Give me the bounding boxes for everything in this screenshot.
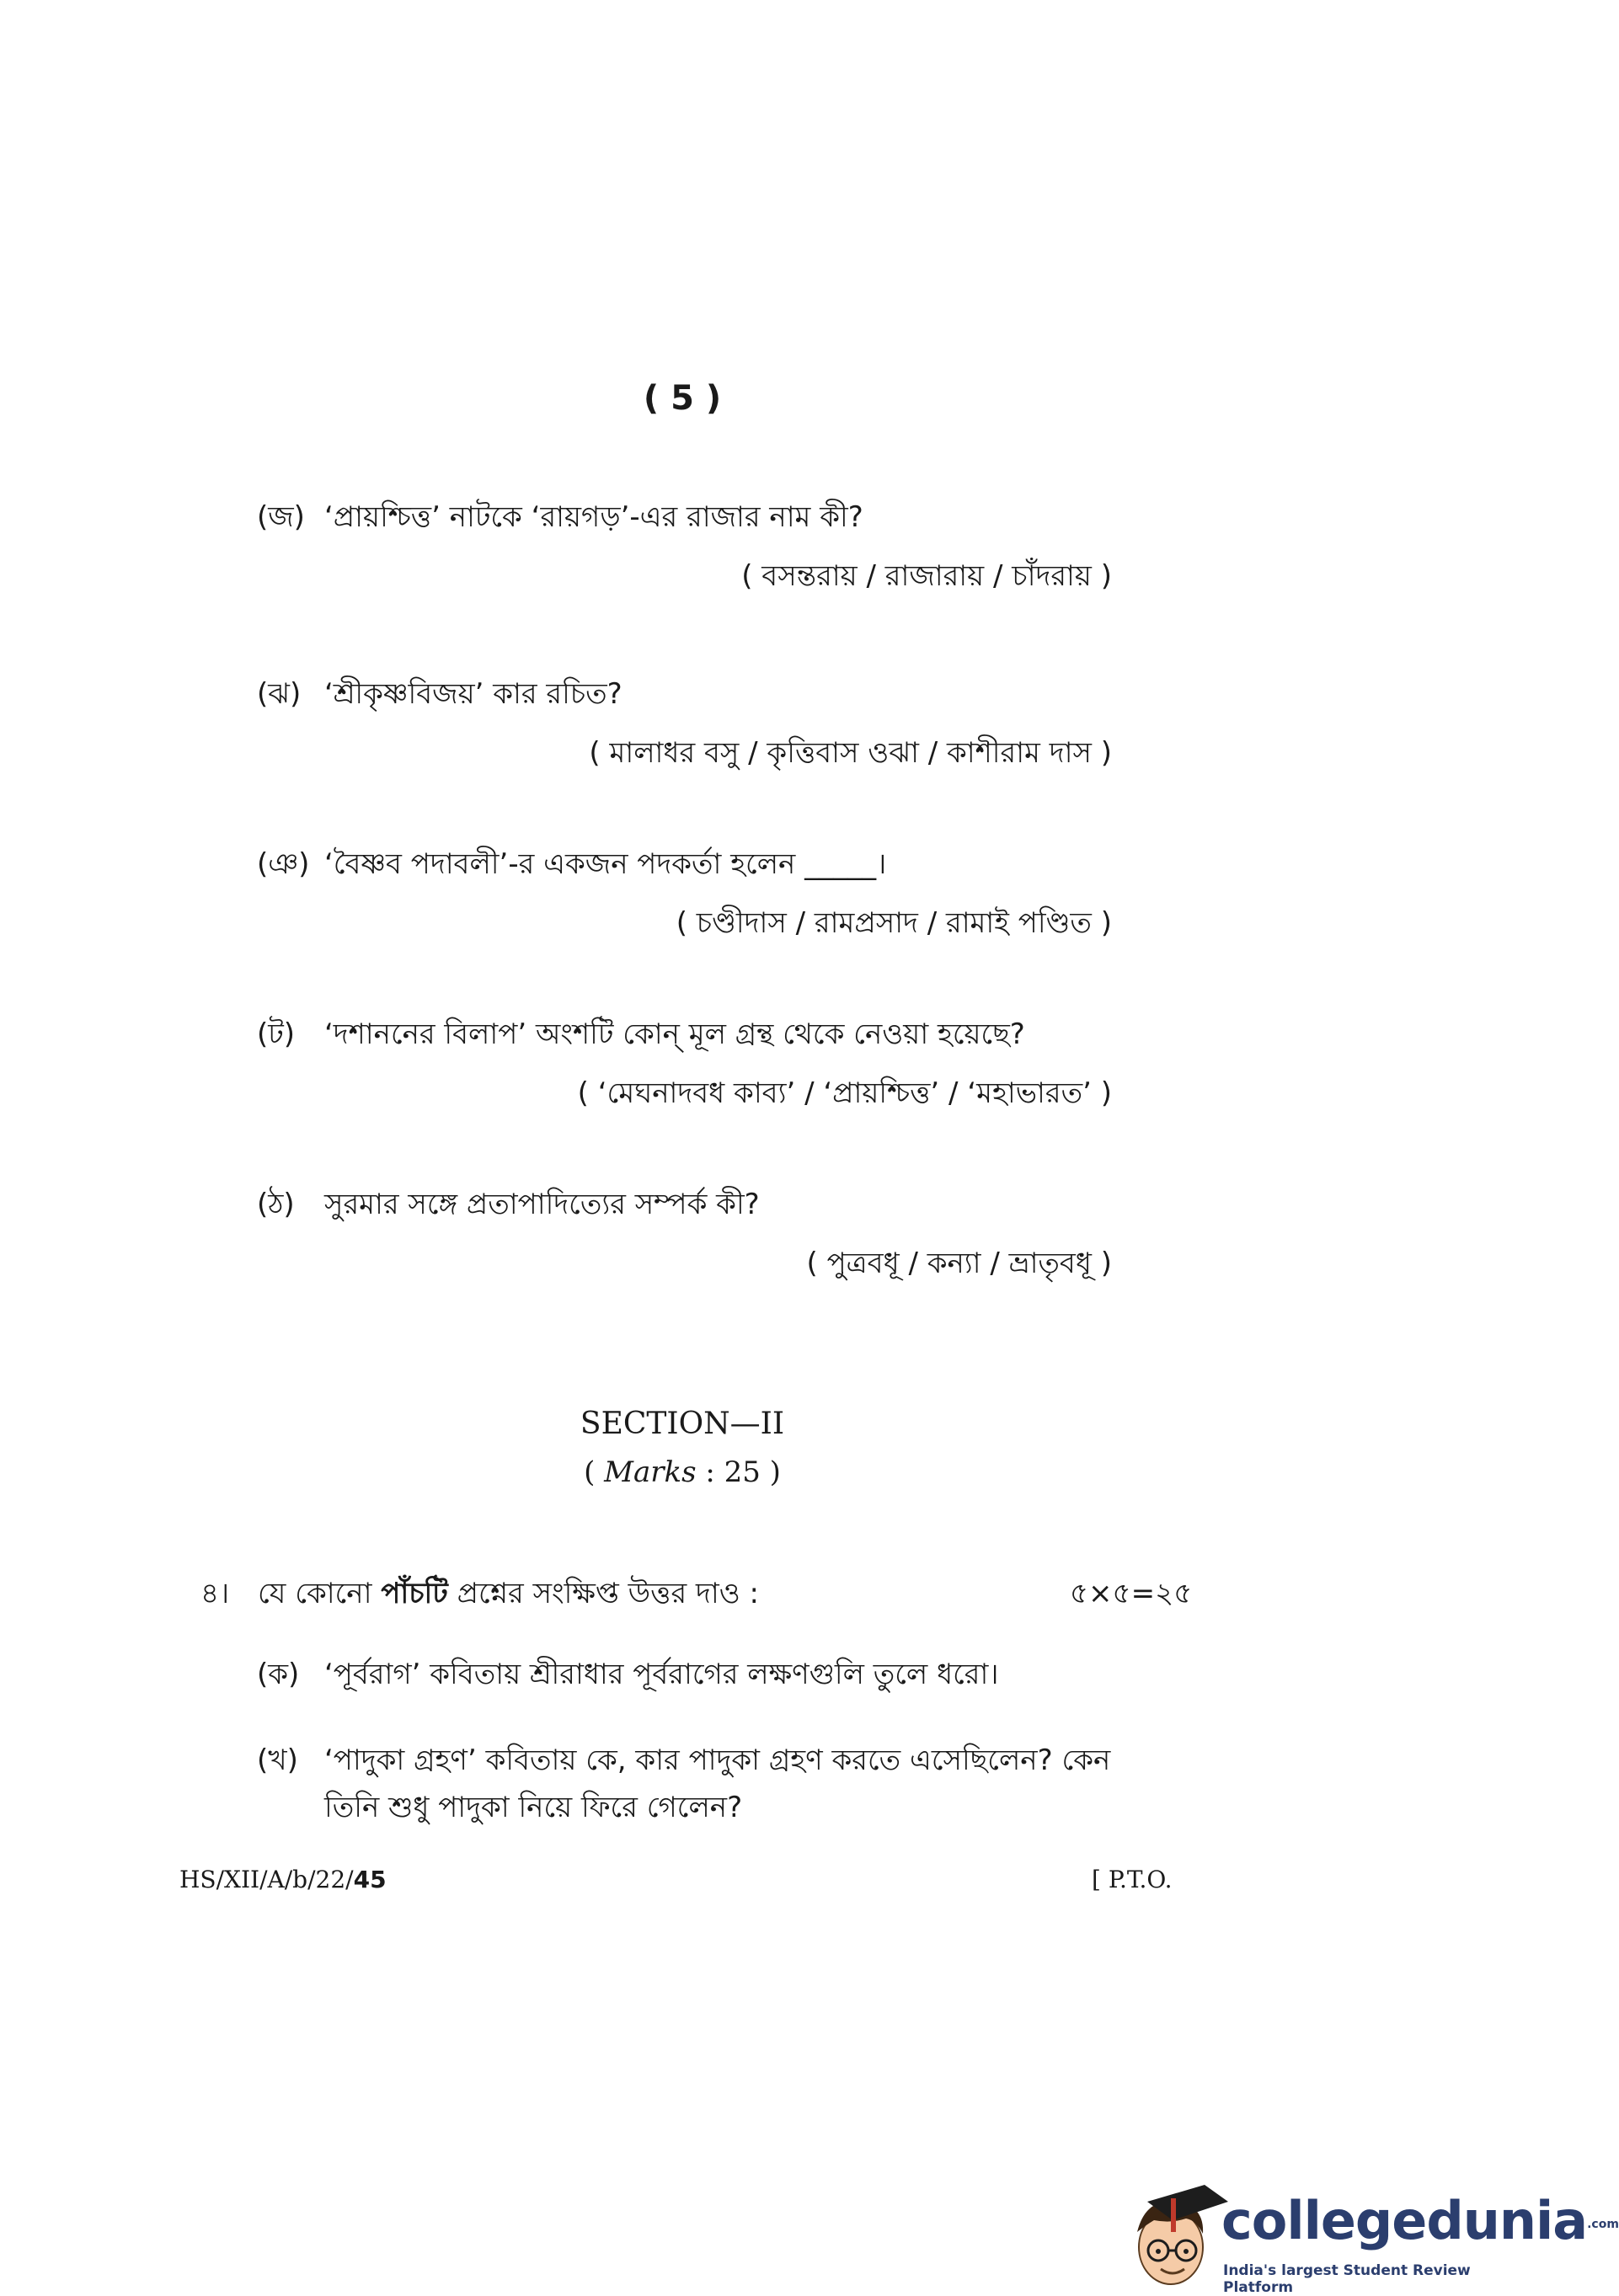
question-4-text-post: প্রশ্নের সংক্ষিপ্ত উত্তর দাও : [447, 1577, 760, 1610]
subquestion-label: (ক) [257, 1658, 300, 1691]
question-4-marks: ৫×৫=২৫ [1070, 1577, 1193, 1610]
marks-open: ( [584, 1455, 605, 1489]
question-tha [257, 1183, 760, 1231]
question-text: ‘দশাননের বিলাপ’ অংশটি কোন্ মূল গ্রন্থ থেকে নেওয়া হয়েছে? [324, 1017, 1025, 1051]
subquestion-ka [257, 1653, 999, 1701]
subquestion-kha [257, 1738, 1110, 1786]
subquestion-kha-line2: তিনি শুধু পাদুকা নিয়ে ফিরে গেলেন? [324, 1791, 743, 1824]
question-ta-options: ( ‘মেঘনাদবধ কাব্য’ / ‘প্রায়শ্চিত্ত’ / ‘মহাভারত’ ) [577, 1076, 1112, 1110]
question-4-text-bold: পাঁচটি [381, 1577, 448, 1610]
question-label: (ঝ) [257, 677, 302, 711]
brand-text: collegedunia [1221, 2190, 1588, 2251]
question-ta [257, 1012, 1025, 1060]
question-jha [257, 672, 622, 720]
brand-tagline: India's largest Student Review Platform [1223, 2262, 1471, 2296]
question-text: ‘শ্রীকৃষ্ণবিজয়’ কার রচিত? [324, 677, 622, 711]
question-label: (ঠ) [257, 1188, 295, 1221]
question-nya-options: ( চণ্ডীদাস / রামপ্রসাদ / রামাই পণ্ডিত ) [676, 906, 1112, 940]
question-label: (ঞ) [257, 847, 310, 881]
mascot-icon [1112, 2173, 1230, 2291]
paper-code [179, 1866, 387, 1893]
page-number: ( 5 ) [643, 379, 722, 418]
subquestion-text: ‘পাদুকা গ্রহণ’ কবিতায় কে, কার পাদুকা গ্রহণ করতে এসেছিলেন? কেন [324, 1743, 1111, 1777]
subquestion-label: (খ) [257, 1743, 298, 1777]
question-label: (জ) [257, 500, 305, 534]
question-4 [200, 1572, 759, 1620]
question-text: ‘প্রায়শ্চিত্ত’ নাটকে ‘রায়গড়’-এর রাজার নাম কী? [324, 500, 863, 534]
question-ja [257, 495, 863, 543]
section-marks [0, 1455, 1365, 1489]
section-title: SECTION—II [580, 1407, 785, 1441]
question-nya [257, 842, 886, 890]
marks-word: Marks [604, 1455, 697, 1489]
question-number: ৪। [200, 1577, 230, 1610]
question-tha-options: ( পুত্রবধূ / কন্যা / ভ্রাতৃবধূ ) [806, 1247, 1112, 1280]
question-label: (ট) [257, 1017, 296, 1051]
question-4-text-pre: যে কোনো [258, 1577, 382, 1610]
question-text: সুরমার সঙ্গে প্রতাপাদিত্যের সম্পর্ক কী? [324, 1188, 760, 1221]
question-jha-options: ( মালাধর বসু / কৃত্তিবাস ওঝা / কাশীরাম দাস ) [589, 736, 1112, 770]
question-text: ‘বৈষ্ণব পদাবলী’-র একজন পদকর্তা হলেন _____। [324, 847, 887, 881]
paper-code-bold: 45 [353, 1866, 387, 1893]
subquestion-text: ‘পূর্বরাগ’ কবিতায় শ্রীরাধার পূর্বরাগের লক্ষণগুলি তুলে ধরো। [324, 1658, 999, 1691]
brand-name [1221, 2190, 1619, 2251]
pto-label: [ P.T.O. [1092, 1866, 1173, 1893]
question-ja-options: ( বসন্তরায় / রাজারায় / চাঁদরায় ) [741, 559, 1112, 593]
paper-code-prefix: HS/XII/A/b/22/ [179, 1866, 354, 1893]
brand-domain: .com [1587, 2217, 1619, 2231]
marks-rest: : 25 ) [696, 1455, 781, 1489]
